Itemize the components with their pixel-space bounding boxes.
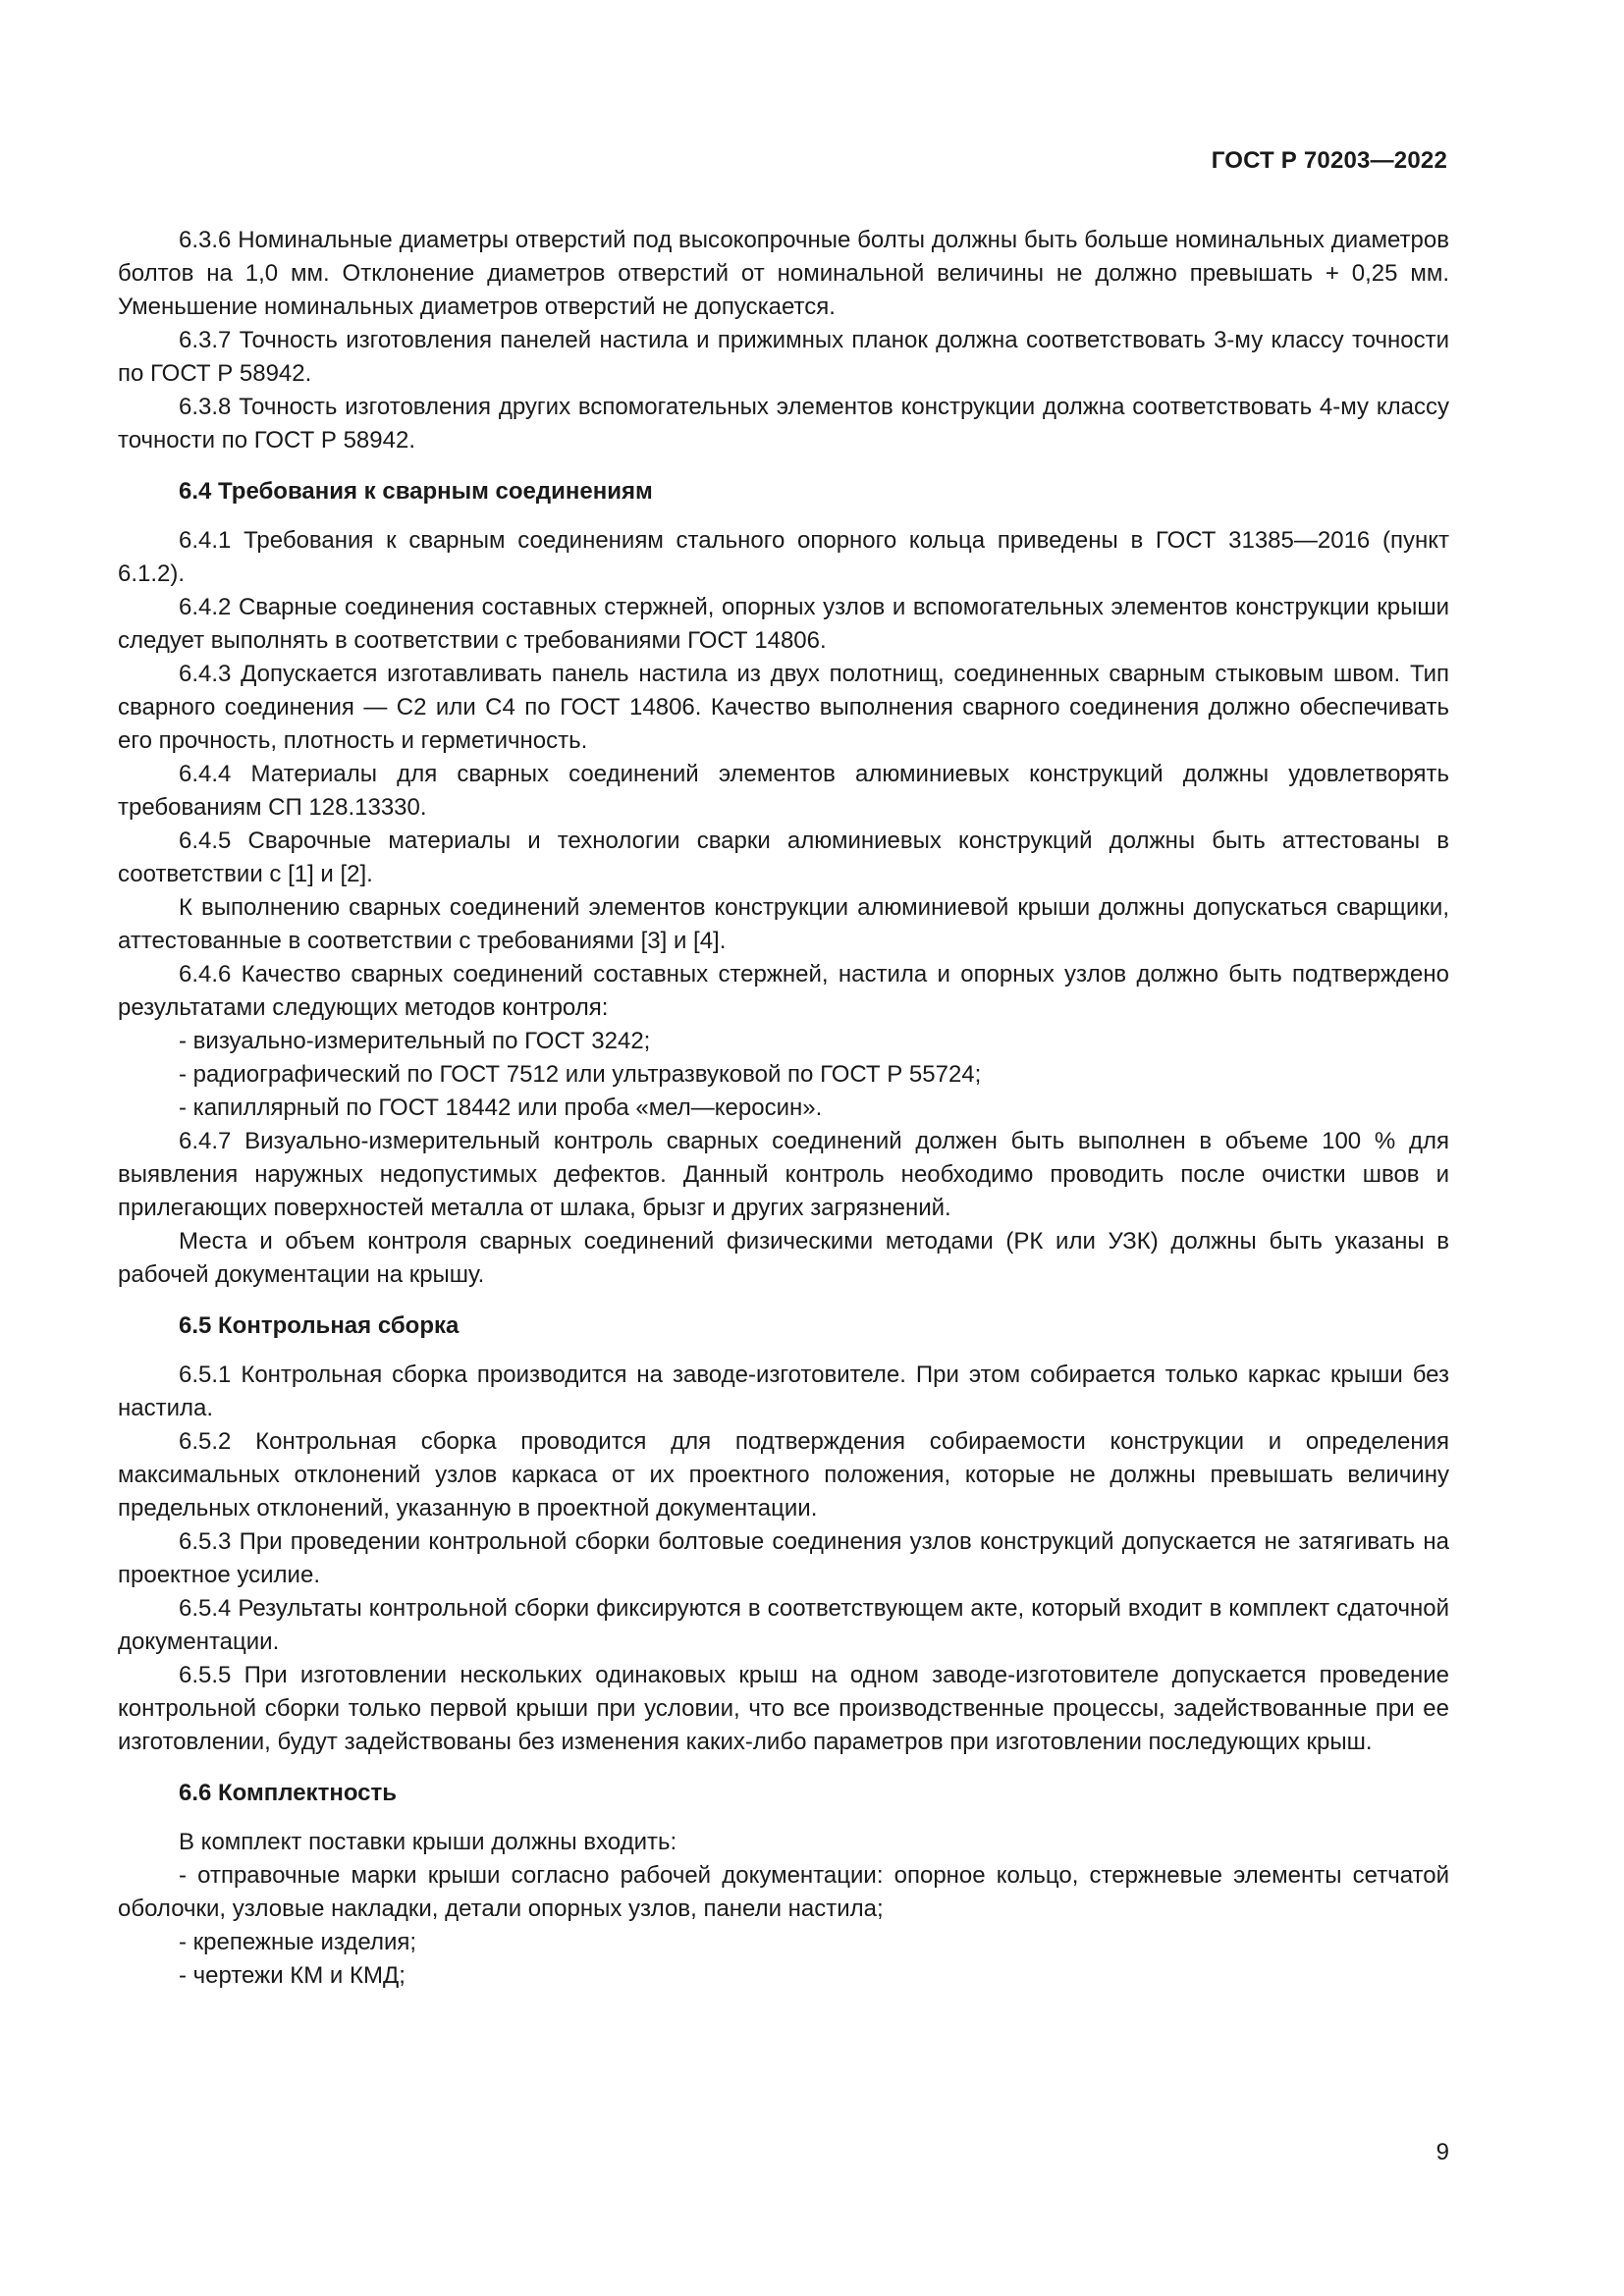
list-item: - радиографический по ГОСТ 7512 или ультразвуковой по ГОСТ Р 55724; xyxy=(179,1061,982,1088)
paragraph-6-5-4: 6.5.4 Результаты контрольной сборки фиксируются в соответствующем акте, который входит в комплект сдаточной документации. xyxy=(118,1595,1449,1655)
paragraph-delivery-intro: В комплект поставки крыши должны входить: xyxy=(179,1829,677,1855)
list-item: - визуально-измерительный по ГОСТ 3242; xyxy=(179,1028,651,1054)
paragraph-6-5-5: 6.5.5 При изготовлении нескольких одинаковых крыш на одном заводе-изготовителе допускается проведение контрольной сборки только первой крыши при условии, что все производственные процессы, задействованные при ее изготовлении, будут задействованы без изменения каких-либо параметров при изготовлении последующих крыш. xyxy=(118,1662,1449,1755)
paragraph-6-4-4: 6.4.4 Материалы для сварных соединений элементов алюминиевых конструкций должны удовлетворять требованиям СП 128.13330. xyxy=(118,761,1449,821)
document-header: ГОСТ Р 70203—2022 xyxy=(1211,147,1447,174)
paragraph-6-4-5: 6.4.5 Сварочные материалы и технологии сварки алюминиевых конструкций должны быть аттестованы в соответствии с [1] и [2]. xyxy=(118,828,1449,887)
list-item: - капиллярный по ГОСТ 18442 или проба «мел—керосин». xyxy=(179,1095,823,1121)
section-heading-6-4: 6.4 Требования к сварным соединениям xyxy=(179,478,653,505)
paragraph-6-3-6: 6.3.6 Номинальные диаметры отверстий под высокопрочные болты должны быть больше номинальных диаметров болтов на 1,0 мм. Отклонение диаметров отверстий от номинальной величины не должно превышать + 0,25 мм. Уменьшение номинальных диаметров отверстий не допускается. xyxy=(118,227,1449,320)
list-item: - отправочные марки крыши согласно рабочей документации: опорное кольцо, стержневые элементы сетчатой оболочки, узловые накладки, детали опорных узлов, панели настила; xyxy=(118,1862,1449,1922)
list-item: - чертежи КМ и КМД; xyxy=(179,1962,406,1989)
section-heading-6-5: 6.5 Контрольная сборка xyxy=(179,1312,460,1339)
paragraph-6-4-3: 6.4.3 Допускается изготавливать панель настила из двух полотнищ, соединенных сварным стыковым швом. Тип сварного соединения — С2 или С4 по ГОСТ 14806. Качество выполнения сварного соединения должно обеспечивать его прочность, плотность и герметичность. xyxy=(118,661,1449,754)
paragraph-6-5-1: 6.5.1 Контрольная сборка производится на заводе-изготовителе. При этом собирается только каркас крыши без настила. xyxy=(118,1362,1449,1421)
paragraph-6-3-7: 6.3.7 Точность изготовления панелей настила и прижимных планок должна соответствовать 3-му классу точности по ГОСТ Р 58942. xyxy=(118,327,1449,387)
paragraph-6-5-2: 6.5.2 Контрольная сборка проводится для подтверждения собираемости конструкции и определения максимальных отклонений узлов каркаса от их проектного положения, которые не должны превышать величину предельных отклонений, указанную в проектной документации. xyxy=(118,1428,1449,1522)
list-item: - крепежные изделия; xyxy=(179,1929,417,1955)
paragraph-6-4-1: 6.4.1 Требования к сварным соединениям стального опорного кольца приведены в ГОСТ 31385—2016 (пункт 6.1.2). xyxy=(118,527,1449,587)
paragraph-6-5-3: 6.5.3 При проведении контрольной сборки болтовые соединения узлов конструкций допускается не затягивать на проектное усилие. xyxy=(118,1528,1449,1588)
document-body xyxy=(118,224,1449,1993)
paragraph-inspection-scope: Места и объем контроля сварных соединений физическими методами (РК или УЗК) должны быть указаны в рабочей документации на крышу. xyxy=(118,1228,1449,1288)
paragraph-6-4-6: 6.4.6 Качество сварных соединений составных стержней, настила и опорных узлов должно быть подтверждено результатами следующих методов контроля: xyxy=(118,961,1449,1021)
page-number: 9 xyxy=(1435,2139,1449,2165)
paragraph-6-4-2: 6.4.2 Сварные соединения составных стержней, опорных узлов и вспомогательных элементов конструкции крыши следует выполнять в соответствии с требованиями ГОСТ 14806. xyxy=(118,594,1449,654)
section-heading-6-6: 6.6 Комплектность xyxy=(179,1780,398,1806)
paragraph-welders: К выполнению сварных соединений элементов конструкции алюминиевой крыши должны допускаться сварщики, аттестованные в соответствии с требованиями [3] и [4]. xyxy=(118,894,1449,954)
paragraph-6-3-8: 6.3.8 Точность изготовления других вспомогательных элементов конструкции должна соответствовать 4-му классу точности по ГОСТ Р 58942. xyxy=(118,394,1449,454)
paragraph-6-4-7: 6.4.7 Визуально-измерительный контроль сварных соединений должен быть выполнен в объеме 100 % для выявления наружных недопустимых дефектов. Данный контроль необходимо проводить после очистки швов и прилегающих поверхностей металла от шлака, брызг и других загрязнений. xyxy=(118,1128,1449,1221)
